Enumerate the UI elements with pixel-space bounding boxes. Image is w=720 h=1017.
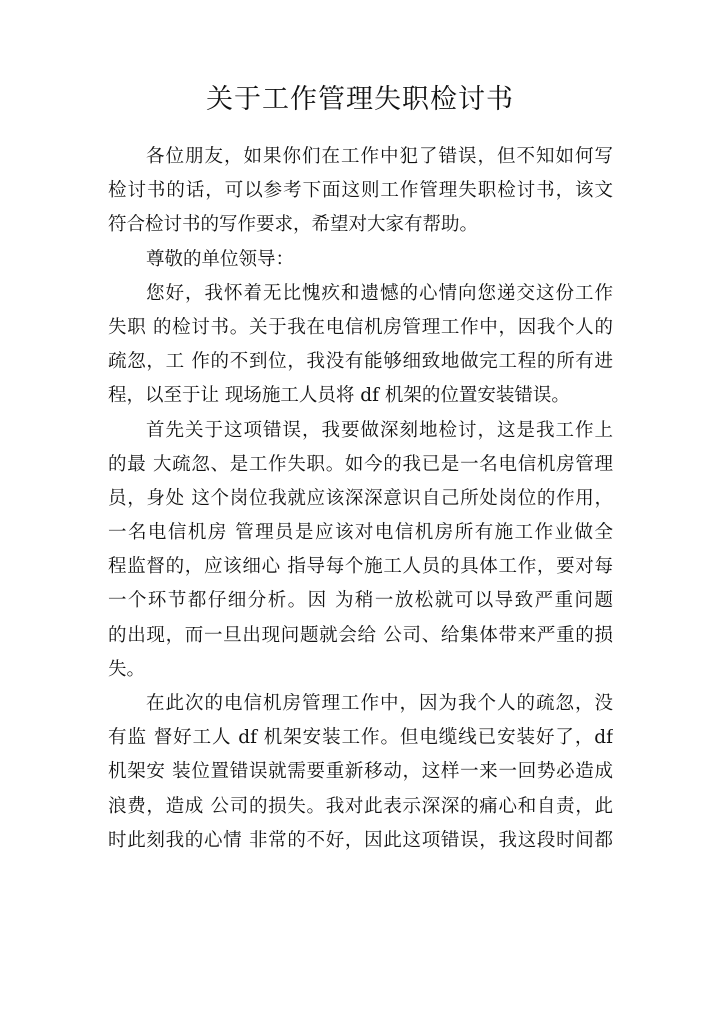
body-line: 员，身处 这个岗位我就应该深深意识自己所处岗位的作用， — [108, 487, 613, 509]
body-line: 各位朋友，如果你们在工作中犯了错误，但不知如何写 — [146, 146, 613, 167]
body-line: 失。 — [108, 658, 146, 680]
body-line: 程，以至于让 现场施工人员将 df 机架的位置安装错误。 — [108, 385, 570, 407]
body-line: 时此刻我的心情 非常的不好，因此这项错误，我这段时间都 — [108, 829, 613, 851]
body-line: 失职 的检讨书。关于我在电信机房管理工作中，因我个人的 — [108, 316, 613, 338]
body-line: 有监 督好工人 df 机架安装工作。但电缆线已安装好了，df — [108, 727, 613, 749]
body-line: 一个环节都仔细分析。因 为稍一放松就可以导致严重问题 — [108, 590, 613, 612]
body-line: 疏忽，工 作的不到位，我没有能够细致地做完工程的所有进 — [108, 351, 613, 373]
body-line: 机架安 装位置错误就需要重新移动，这样一来一回势必造成 — [108, 761, 613, 783]
document-title: 关于工作管理失职检讨书 — [206, 84, 514, 115]
body-line: 检讨书的话，可以参考下面这则工作管理失职检讨书，该文 — [108, 180, 613, 202]
body-line: 程监督的，应该细心 指导每个施工人员的具体工作，要对每 — [108, 556, 613, 578]
body-line: 符合检讨书的写作要求，希望对大家有帮助。 — [108, 214, 479, 236]
body-line: 浪费，造成 公司的损失。我对此表示深深的痛心和自责，此 — [108, 795, 613, 817]
body-line: 的最 大疏忽、是工作失职。如今的我已是一名电信机房管理 — [108, 453, 613, 475]
document-body — [108, 140, 613, 858]
body-line: 一名电信机房 管理员是应该对电信机房所有施工作业做全 — [108, 522, 613, 544]
body-line: 您好，我怀着无比愧疚和遗憾的心情向您递交这份工作 — [146, 282, 613, 304]
body-line: 在此次的电信机房管理工作中，因为我个人的疏忽，没 — [146, 693, 613, 714]
body-line: 尊敬的单位领导： — [146, 248, 295, 270]
body-line: 的出现，而一旦出现问题就会给 公司、给集体带来严重的损 — [108, 624, 613, 646]
body-line: 首先关于这项错误，我要做深刻地检讨，这是我工作上 — [146, 419, 613, 441]
